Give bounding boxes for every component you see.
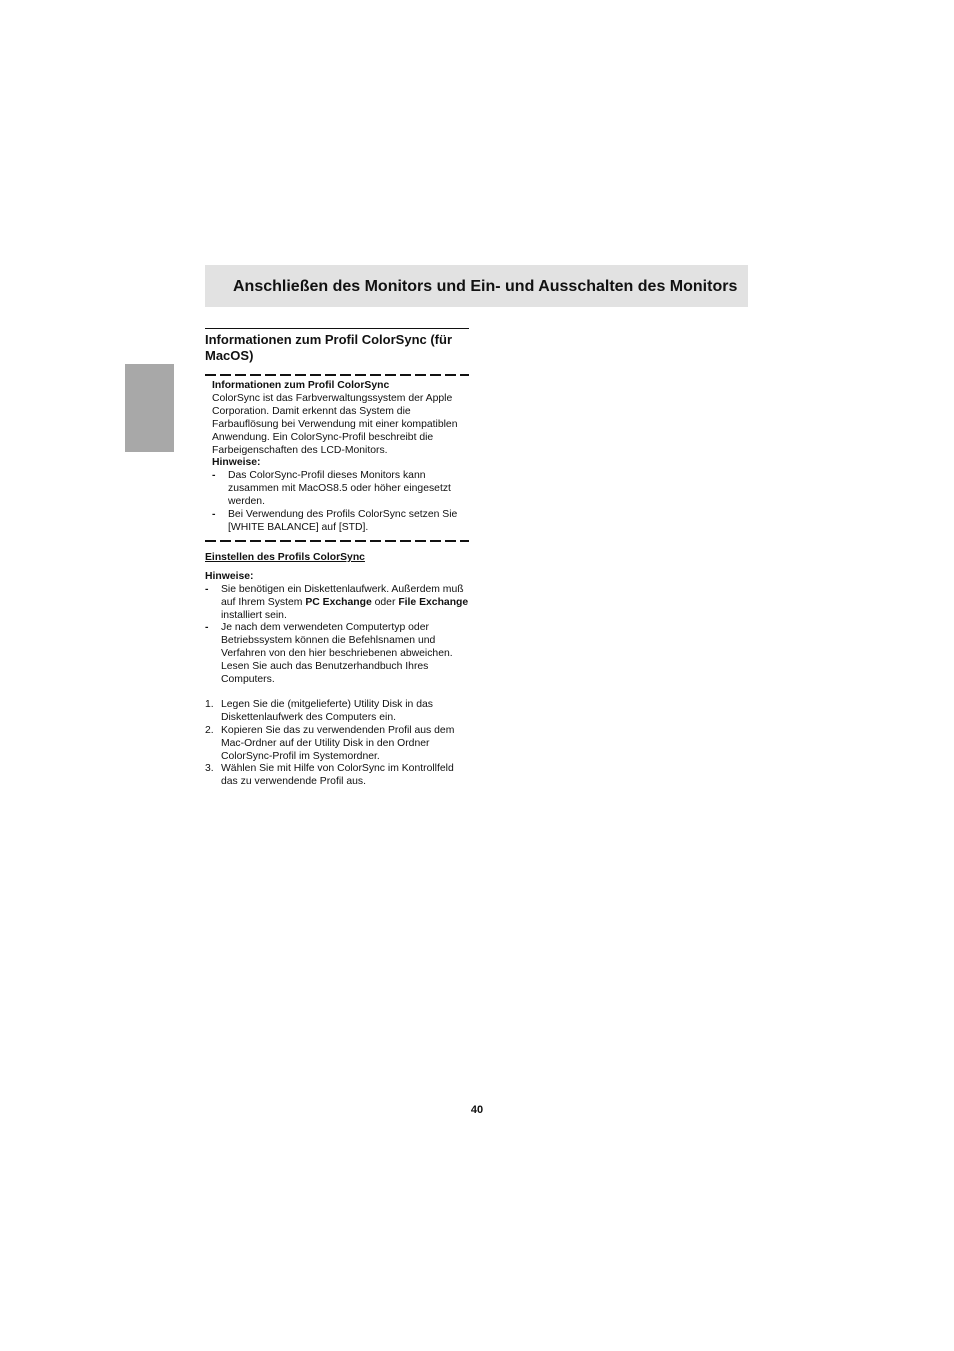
step-text: Legen Sie die (mitgelieferte) Utility Disk in das Diskettenlaufwerk des Computers ein. [221, 698, 433, 723]
step-number: 1. [205, 698, 214, 710]
step-number: 3. [205, 763, 214, 775]
setup-notes [205, 584, 469, 687]
note-text: Bei Verwendung des Profils ColorSync setzen Sie [WHITE BALANCE] auf [STD]. [228, 509, 458, 533]
info-box-bottom-dashes [205, 540, 469, 542]
bullet-marker: - [212, 470, 216, 482]
step-number: 2. [205, 724, 214, 736]
chapter-title: Anschließen des Monitors und Ein- und Ausschalten des Monitors [233, 278, 738, 295]
note-text-part: oder [371, 596, 399, 608]
step-text: Kopieren Sie das zu verwendenden Profil aus dem Mac-Ordner auf der Utility Disk in den Ordner ColorSync-Profil im Systemordner. [221, 724, 455, 762]
bullet-marker: - [212, 509, 216, 521]
list-item [205, 725, 469, 764]
list-item [212, 470, 463, 509]
page-number: 40 [470, 1104, 484, 1116]
main-column [205, 328, 469, 789]
bullet-marker: - [205, 622, 209, 634]
note-text: Das ColorSync-Profil dieses Monitors kann zusammen mit MacOS8.5 oder höher eingesetzt werden. [228, 470, 451, 508]
list-item [205, 699, 469, 725]
setup-notes-label: Hinweise: [205, 570, 254, 582]
step-text: Wählen Sie mit Hilfe von ColorSync im Kontrollfeld das zu verwendende Profil aus. [221, 763, 454, 788]
section-title: Informationen zum Profil ColorSync (für MacOS) [205, 332, 453, 363]
list-item [205, 622, 469, 687]
note-bold-term: PC Exchange [305, 596, 372, 608]
list-item [205, 763, 469, 789]
info-box [205, 376, 469, 539]
info-box-heading: Informationen zum Profil ColorSync [212, 380, 390, 391]
list-item [205, 584, 469, 623]
setup-steps [205, 699, 469, 789]
note-bold-term: File Exchange [398, 596, 469, 608]
setup-heading: Einstellen des Profils ColorSync [205, 551, 365, 563]
info-box-notes-label: Hinweise: [212, 457, 261, 469]
chapter-header [205, 265, 748, 307]
note-text: Je nach dem verwendeten Computertyp oder Betriebssystem können die Befehlsnamen und Verfahren von den hier beschriebenen abweichen. Lesen Sie auch das Benutzerhandbuch Ihres Computers. [221, 622, 453, 686]
note-text-part: Sie benötigen ein Diskettenlaufwerk. Außerdem muß auf Ihrem System [221, 583, 464, 608]
language-side-tab [125, 364, 174, 452]
list-item [212, 509, 463, 535]
info-box-notes [212, 470, 463, 535]
info-box-body: ColorSync ist das Farbverwaltungssystem der Apple Corporation. Damit erkennt das System die Farbauflösung bei Verwendung mit einer kompatiblen Anwendung. Ein ColorSync-Profil beschreibt die Farbeigenschaften des LCD-Monitors. [212, 392, 458, 456]
bullet-marker: - [205, 583, 209, 595]
note-text-part: installiert sein. [221, 609, 287, 621]
section-top-rule [205, 328, 469, 329]
